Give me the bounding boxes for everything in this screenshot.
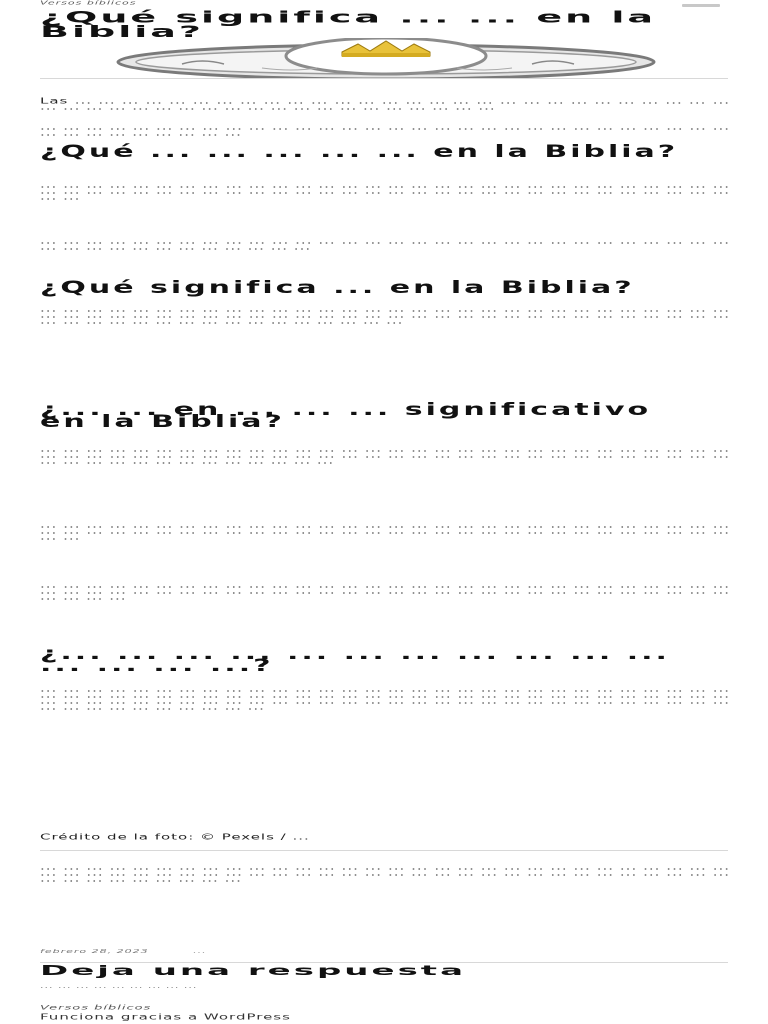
crown-illustration (112, 38, 660, 78)
powered-by-link[interactable]: Funciona gracias a WordPress (40, 1012, 291, 1022)
section-heading: ¿Qué ... ... ... ... ... en la Biblia? (40, 142, 679, 162)
section-heading: ¿... ... en ... ... ... significativo en la Biblia? (40, 400, 652, 432)
article-title: ¿Qué significa ... ... en la Biblia? (40, 7, 657, 41)
intro-paragraph: ... ... ... ... ... ... ... ... ... ... ... ... ... ... ... ... ... ... ... ... ... ... ... ... ... ... ... ... ... ... ... ... ... ... ... ... ... ... ... (40, 121, 730, 138)
intro-paragraph: Las ... ... ... ... ... ... ... ... ... ... ... ... ... ... ... ... ... ... ... ... ... ... ... ... ... ... ... ... ... ... ... ... ... ... ... ... ... ... ... ... ... ... ... ... ... ... ... ... (40, 95, 730, 112)
reply-note: ... ... ... ... ... ... ... ... ... (40, 984, 198, 990)
section-paragraph: ... ... ... ... ... ... ... ... ... ... ... ... ... ... ... ... ... ... ... ... ... ... ... ... ... ... ... ... ... ... ... ... ... ... ... ... ... ... ... ... ... ... ... ... ... ... ... ... ... ... ... ... ... ... ... ... ... ... ... ... ... ... ... ... ... ... ... ... ... ... ... ... ... (40, 443, 730, 466)
menu-toggle-button[interactable] (682, 4, 720, 7)
section-paragraph: ... ... ... ... ... ... ... ... ... ... ... ... ... ... ... ... ... ... ... ... ... ... ... ... ... ... ... ... ... ... ... ... ... ... ... ... ... ... ... ... ... ... ... ... ... ... ... ... ... ... ... ... ... ... ... ... ... ... ... ... ... ... ... ... (40, 579, 730, 602)
section-paragraph: ... ... ... ... ... ... ... ... ... ... ... ... ... ... ... ... ... ... ... ... ... ... ... ... ... ... ... ... ... ... ... ... ... ... ... ... ... ... ... ... ... ... ... ... ... ... ... ... ... ... ... ... ... ... ... ... ... ... ... ... ... ... ... ... ... ... ... ... ... ... ... ... ... ... ... ... ... ... ... ... ... ... ... ... ... ... ... ... ... ... ... ... ... ... ... ... ... ... ... ... (40, 683, 730, 712)
featured-image (112, 38, 660, 78)
author-bio: ... ... ... ... ... ... ... ... ... ... ... ... ... ... ... ... ... ... ... ... ... ... ... ... ... ... ... ... ... ... ... ... ... ... ... ... ... ... ... ... ... ... ... ... ... ... ... ... ... ... ... ... ... ... ... ... ... ... ... ... ... ... ... ... ... ... ... ... ... (40, 861, 730, 884)
divider (40, 78, 728, 79)
site-title-link[interactable]: Versos bíblicos (40, 0, 137, 6)
post-meta (40, 948, 740, 955)
section-paragraph: ... ... ... ... ... ... ... ... ... ... ... ... ... ... ... ... ... ... ... ... ... ... ... ... ... ... ... ... ... ... ... ... ... ... ... ... ... ... ... ... ... ... ... ... ... ... ... ... ... ... ... ... ... ... ... ... ... ... ... ... ... ... (40, 519, 730, 542)
section-heading: ¿Qué significa ... en la Biblia? (40, 278, 635, 298)
section-paragraph: ... ... ... ... ... ... ... ... ... ... ... ... ... ... ... ... ... ... ... ... ... ... ... ... ... ... ... ... ... ... ... ... ... ... ... ... ... ... ... ... ... ... ... ... ... ... ... ... ... ... ... ... ... ... ... ... ... ... ... ... ... ... (40, 179, 730, 202)
divider (40, 850, 728, 851)
footer-site-link[interactable]: Versos bíblicos (40, 1004, 152, 1012)
section-paragraph: ... ... ... ... ... ... ... ... ... ... ... ... ... ... ... ... ... ... ... ... ... ... ... ... ... ... ... ... ... ... ... ... ... ... ... ... ... ... ... ... ... ... ... ... ... ... ... ... ... ... ... ... ... ... ... ... ... ... ... ... ... ... ... ... ... ... ... ... ... ... ... ... ... ... ... ... (40, 303, 730, 326)
reply-heading: Deja una respuesta (40, 962, 467, 979)
post-author[interactable]: ... (193, 948, 207, 955)
photo-credit: Crédito de la foto: © Pexels / ... (40, 831, 310, 842)
section-paragraph: ... ... ... ... ... ... ... ... ... ... ... ... ... ... ... ... ... ... ... ... ... ... ... ... ... ... ... ... ... ... ... ... ... ... ... ... ... ... ... ... ... ... (40, 235, 730, 252)
post-date[interactable]: febrero 28, 2023 (40, 948, 149, 955)
section-heading: ¿... ... ... ... ... ... ... ... ... ... ... ... ... ... ...? (40, 644, 670, 676)
